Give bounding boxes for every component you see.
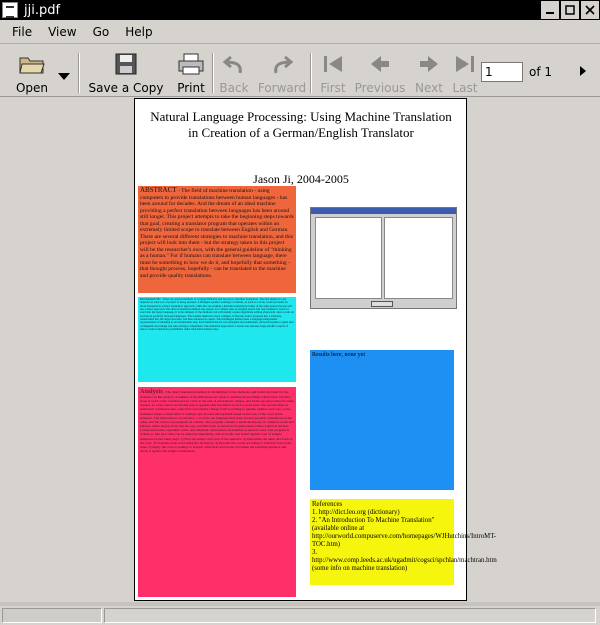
- menu-file[interactable]: File: [12, 24, 33, 39]
- maximize-button[interactable]: [560, 0, 580, 20]
- analysis-section: [138, 387, 296, 597]
- analysis-body: - The direct translation method is the simplest of the methods, and forms the basis for the translator in this project. A number of modifications are made to address the problems which arise. The first issue is word order: German places verbs at the end of subordinate clauses, and in the second position in main clauses, so a rule-based reordering step is applied after the initial word-for-word pass. The second issue is inflection: German nouns, adjectives and articles change form according to gender, number and case, so the translator keeps a small table of endings and chooses among them based on the role of the word in the sentence. The third issue is vocabulary: a word in one language may have several possible translations in the other, and the correct one depends on context. The program consults a small dictionary of common words and phrases, taken largely from dict.leo.org, and falls back on the most frequent sense when context is unclear. Compound nouns, separable verbs, and idiomatic expressions are handled as special cases. The program is written so that new rules can be added incrementally, and each rule was tested against a set of sample sentences before being kept. 1) Find the subject and verb of the sentence. 2) Determine the tense and form of the verb. 3) Translate each word using the dictionary. 4) Reorder the words according to German word order rules. 5) Apply the correct endings to articles, adjectives and nouns. 6) Output the resulting sentence and check it against the sample translations.: [140, 390, 294, 454]
- menu-bar: [0, 20, 600, 44]
- abstract-body: - The field of machine translation - using computers to provide translations between human languages - has been around for decades. And the dream of an ideal machine providing a perfect translation between languages has been around still longer. This project attempts to take the beginning steps towards that goal, creating a translator program that operates within an extremely limited scope to translate between English and German. There are several different strategies to machine translation, and this project will look into them - but the strategy taken in this project will be the researcher's own, with the general guideline of "thinking as a human." For if humans can translate between language, there must be something to how we do it, and hopefully that something - that thought process, hopefully - can be translated to the machine and provide quality translations.: [140, 188, 294, 279]
- arrow-left-icon: [369, 50, 391, 78]
- last-page-button[interactable]: Last: [448, 49, 482, 95]
- toolbar-separator: [310, 53, 312, 93]
- chevron-down-icon: [58, 59, 70, 95]
- print-button[interactable]: Print: [174, 49, 208, 95]
- first-page-button[interactable]: First: [316, 49, 350, 95]
- figure-left-pane: [315, 217, 382, 299]
- reference-item: 2. "An Introduction To Machine Translation" (available online at http://ourworld.compuserve.com/homepages/WJHutchins/IntroMT-TOC.htm): [312, 517, 496, 548]
- abstract-section: [138, 186, 296, 293]
- close-icon: [585, 5, 595, 15]
- previous-page-button[interactable]: Previous: [352, 49, 408, 95]
- abstract-heading: ABSTRACT: [140, 186, 177, 194]
- analysis-heading: Analysis: [140, 388, 163, 395]
- redo-arrow-icon: [271, 50, 293, 78]
- figure-right-pane: [384, 217, 453, 299]
- minimize-button[interactable]: [540, 0, 560, 20]
- menu-view[interactable]: View: [48, 24, 77, 39]
- folder-open-icon: [19, 50, 45, 78]
- menu-go[interactable]: Go: [92, 24, 110, 39]
- references-section: [310, 499, 497, 585]
- status-progress-cell: [2, 608, 102, 623]
- figure-titlebar: [311, 208, 456, 214]
- next-page-button[interactable]: Next: [412, 49, 446, 95]
- results-section: [310, 350, 454, 490]
- program-screenshot-figure: [310, 207, 457, 309]
- forward-button[interactable]: Forward: [257, 49, 307, 95]
- background-section: [138, 297, 296, 382]
- references-heading: References: [312, 501, 343, 508]
- open-recent-dropdown[interactable]: [56, 49, 72, 95]
- first-page-icon: [322, 50, 344, 78]
- document-title: Natural Language Processing: Using Machine Translation in Creation of a German/English Translator: [150, 109, 452, 140]
- undo-arrow-icon: [223, 50, 245, 78]
- status-message-cell: [104, 608, 596, 623]
- pdf-page: [134, 98, 497, 601]
- open-button[interactable]: Open: [12, 49, 52, 95]
- last-page-icon: [454, 50, 476, 78]
- document-author: Jason Ji, 2004-2005: [253, 172, 349, 186]
- floppy-disk-icon: [115, 50, 137, 78]
- background-body: - There are several methods of varying difficulty and success to machine translation. The best method to use depends on what sort of project is being pursued. A bilingual speaker wanting to translate, as such as a book, would probably be more interested in a direct translation approach, while the one seeking a machine-translated product of the same general layout will use a direct approach. The direct translation method, the easiest, is to simply take an original source text and translate it word for word into the target language. It is the simplest of the methods, but will usually require significant editing afterwards, since words do not line up perfectly between languages. The transfer method is more complex, in that the source is parsed into a structure, transformed into the target structure, and then rendered as output. The interlingua method uses a language-independent representation of meaning as an intermediate step. Each method has its own strengths and weaknesses, and each requires a great deal of linguistic knowledge and rule-writing to implement. The statistical approach is a newer one and uses large parallel corpora of texts to learn translation probabilities rather than hand-written rules.: [140, 297, 294, 332]
- toolbar-separator: [212, 53, 214, 93]
- minimize-icon: [545, 5, 555, 15]
- app-icon[interactable]: [2, 2, 18, 18]
- page-number-input[interactable]: [481, 62, 523, 82]
- page-count-label: of 1: [529, 65, 553, 79]
- document-view[interactable]: [0, 97, 600, 602]
- window-controls: [540, 0, 600, 20]
- printer-icon: [178, 50, 204, 78]
- toolbar-overflow-arrow[interactable]: [580, 66, 586, 76]
- back-button[interactable]: Back: [216, 49, 252, 95]
- title-bar: [0, 0, 600, 20]
- results-text: Results here, none yet: [312, 352, 365, 358]
- maximize-icon: [565, 5, 575, 15]
- toolbar-separator: [78, 53, 80, 93]
- arrow-right-icon: [418, 50, 440, 78]
- close-button[interactable]: [580, 0, 600, 20]
- figure-button: [371, 301, 393, 307]
- menu-help[interactable]: Help: [125, 24, 153, 39]
- save-copy-button[interactable]: Save a Copy: [88, 49, 164, 95]
- window-title: jji.pdf: [24, 2, 61, 18]
- status-bar: [0, 606, 600, 625]
- reference-item: 3. http://www.comp.leeds.ac.uk/ugadmit/cogsci/spchlan/machtran.htm (some info on machine translation): [312, 549, 497, 572]
- reference-item: 1. http://dict.leo.org (dictionary): [312, 509, 400, 516]
- background-heading: BACKGROUND: [140, 297, 161, 301]
